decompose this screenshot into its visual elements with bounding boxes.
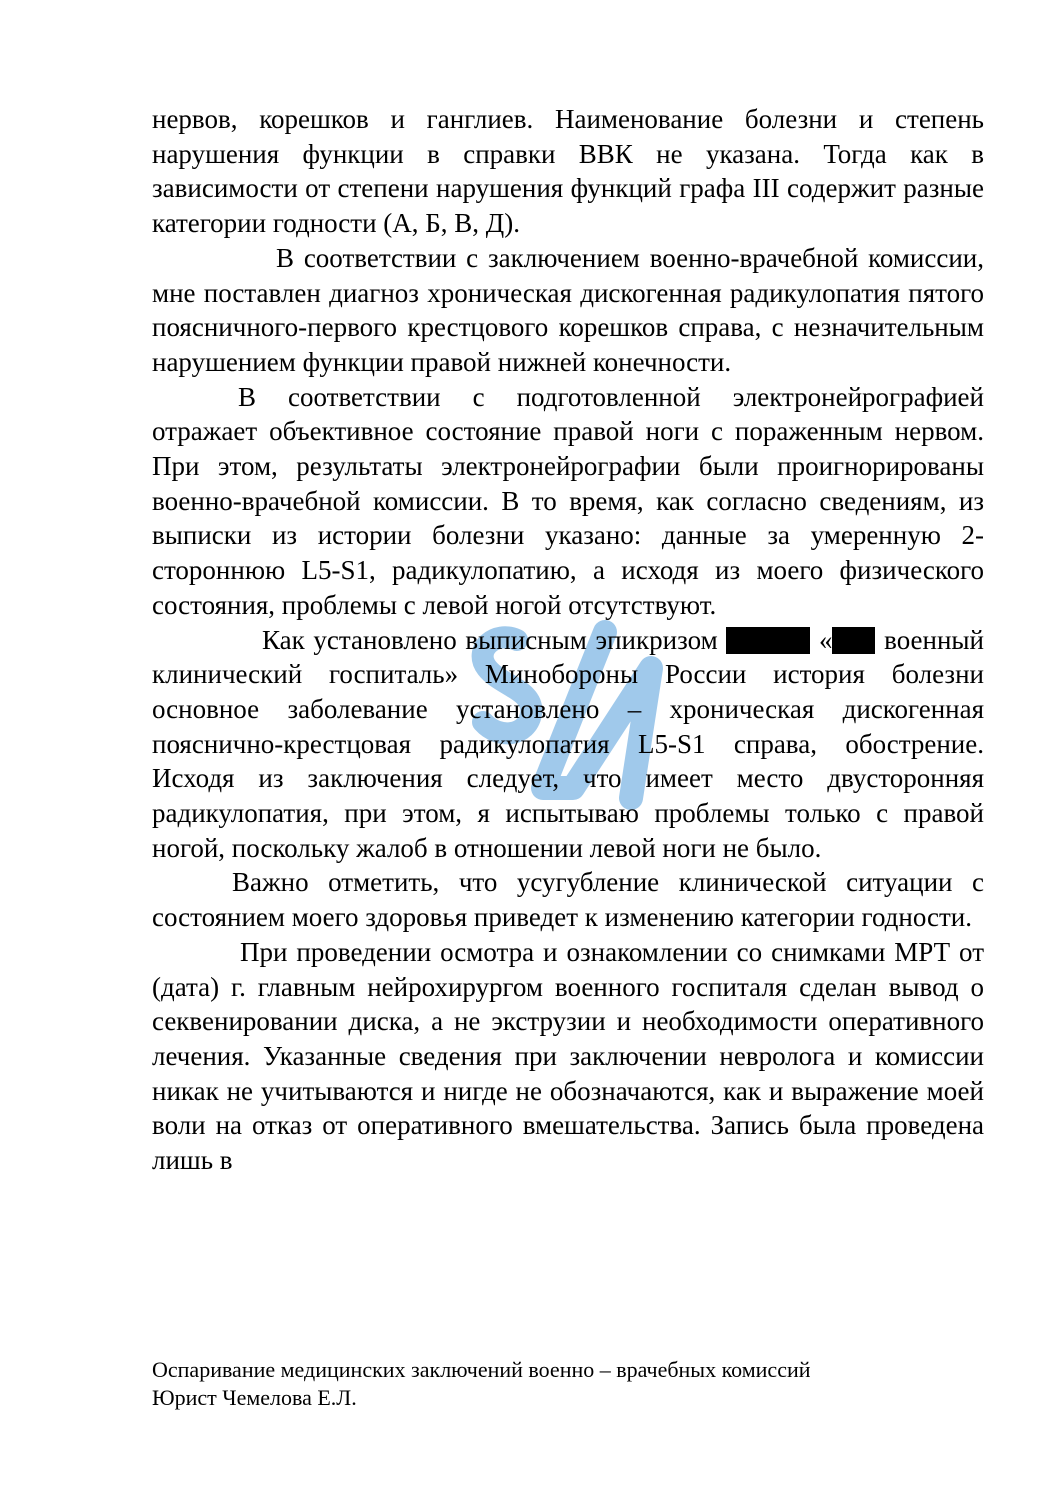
paragraph-4-start: Как установлено выписным эпикризом xyxy=(262,624,718,655)
footer-author: Юрист Чемелова Е.Л. xyxy=(152,1385,357,1410)
paragraph-3: В соответствии с подготовленной электронейрографией отражает объективное состояние правой ноги с пораженным нервом. При этом, результаты электронейрографии были проигнорированы военно-врачебной комиссии. В то время, как согласно сведениям, из выписки из истории болезни указано: данные за умеренную 2-стороннюю L5-S1, радикулопатию, а исходя из моего физического состояния, проблемы с левой ногой отсутствуют. xyxy=(152,381,984,620)
paragraph-1: нервов, корешков и ганглиев. Наименование болезни и степень нарушения функции в справки ВВК не указана. Тогда как в зависимости от степени нарушения функций графа III содержит разные категории годности (А, Б, В, Д). xyxy=(152,104,984,239)
paragraph-6: При проведении осмотра и ознакомлении со снимками МРТ от (дата) г. главным нейрохирургом военного госпиталя сделан вывод о секвенировании диска, а не экструзии и необходимости оперативного лечения. Указанные сведения при заключении невролога и комиссии никак не учитываются и нигде не обозначаются, как и выражение моей воли на отказ от оперативного вмешательства. Запись была проведена лишь в xyxy=(152,936,984,1176)
footer-title: Оспаривание медицинских заключений военно – врачебных комиссий xyxy=(152,1357,811,1382)
redaction-block xyxy=(832,627,875,654)
paragraph-4 xyxy=(152,623,984,866)
paragraph-5: Важно отметить, что усугубление клинической ситуации с состоянием моего здоровья приведет к изменению категории годности. xyxy=(152,867,984,933)
paragraph-4-rest: военный клинический госпиталь» Минобороны России история болезни основное заболевание установлено – хроническая дискогенная пояснично-крестцовая радикулопатия L5-S1 справа, обострение. Исходя из заключения следует, что имеет место двусторонняя радикулопатия, при этом, я испытываю проблемы только с правой ногой, поскольку жалоб в отношении левой ноги не было. xyxy=(152,624,984,863)
redaction-block xyxy=(726,627,810,654)
document-body xyxy=(152,102,984,1178)
paragraph-4-quote: « xyxy=(818,624,833,655)
page-footer xyxy=(152,1356,1012,1412)
paragraph-2: В соответствии с заключением военно-врачебной комиссии, мне поставлен диагноз хроническая дискогенная радикулопатия пятого поясничного-первого крестцового корешков справа, с незначительным нарушением функции правой нижней конечности. xyxy=(152,242,984,377)
